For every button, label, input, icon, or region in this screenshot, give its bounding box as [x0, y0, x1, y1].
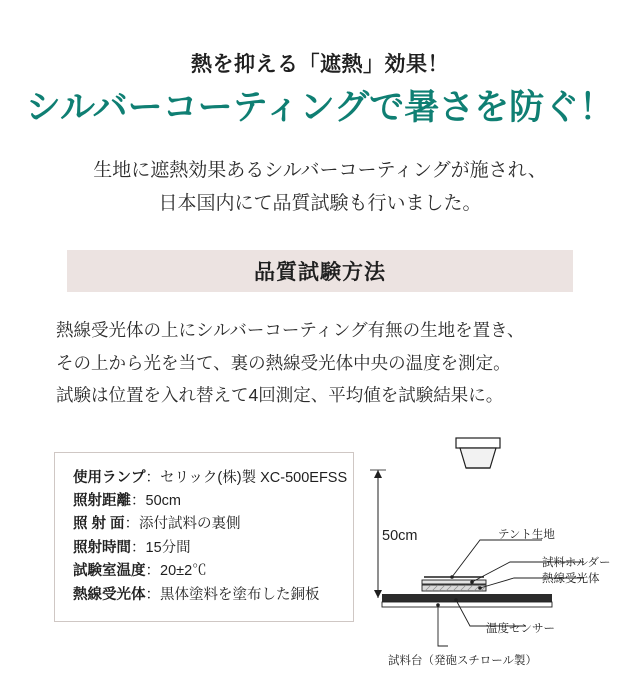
kicker-text: 熱を抑える「遮熱」効果！	[191, 53, 449, 76]
spec-value: ：黒体塗料を塗布した銅板	[145, 586, 320, 603]
lead-line-2: 日本国内にて品質試験も行いました。	[158, 193, 482, 215]
method-paragraph	[50, 314, 590, 411]
section-heading-band	[67, 250, 573, 292]
label-heat-receiver: 熱線受光体	[542, 572, 600, 585]
spec-row	[73, 560, 337, 583]
distance-label: 50cm	[382, 527, 418, 544]
spec-value: ：50cm	[131, 492, 181, 509]
spec-value: ：20±2℃	[145, 563, 207, 580]
method-line-3: 試験は位置を入れ替えて4回測定、平均値を試験結果に。	[56, 385, 504, 406]
lead-paragraph	[0, 154, 640, 221]
label-tent-fabric: テント生地	[498, 528, 555, 541]
spec-label: 照射距離	[73, 492, 131, 509]
label-sample-holder: 試料ホルダー	[542, 556, 611, 569]
label-sample-stand: 試料台（発砲スチロール製）	[388, 654, 538, 667]
spec-label: 照射時間	[73, 539, 131, 556]
spec-row	[73, 490, 337, 513]
spec-row	[73, 513, 337, 536]
test-setup-diagram	[352, 430, 640, 690]
header-block	[0, 0, 640, 130]
spec-row	[73, 467, 348, 490]
label-temp-sensor: 温度センサー	[486, 622, 555, 635]
lead-line-1: 生地に遮熱効果あるシルバーコーティングが施され、	[93, 159, 547, 181]
method-line-1: 熱線受光体の上にシルバーコーティング有無の生地を置き、	[56, 320, 525, 341]
spec-box	[54, 452, 354, 623]
method-line-2: その上から光を当て、裏の熱線受光体中央の温度を測定。	[56, 352, 511, 373]
spec-label: 熱線受光体	[73, 586, 146, 603]
spec-row	[73, 537, 337, 560]
spec-row	[73, 584, 337, 607]
page-title: シルバーコーティングで暑さを防ぐ！	[25, 88, 615, 128]
spec-label: 使用ランプ	[73, 469, 146, 486]
sample-stack	[382, 577, 552, 607]
spec-label: 照 射 面	[73, 516, 125, 533]
section-heading-text: 品質試験方法	[254, 261, 386, 285]
spec-value: ：15分間	[131, 539, 191, 556]
spec-value: ：添付試料の裏側	[124, 516, 241, 533]
lamp-icon	[456, 438, 500, 468]
spec-label: 試験室温度	[73, 563, 146, 580]
spec-value: ：セリック(株)製 XC-500EFSS	[145, 469, 348, 486]
lower-section	[0, 430, 640, 690]
